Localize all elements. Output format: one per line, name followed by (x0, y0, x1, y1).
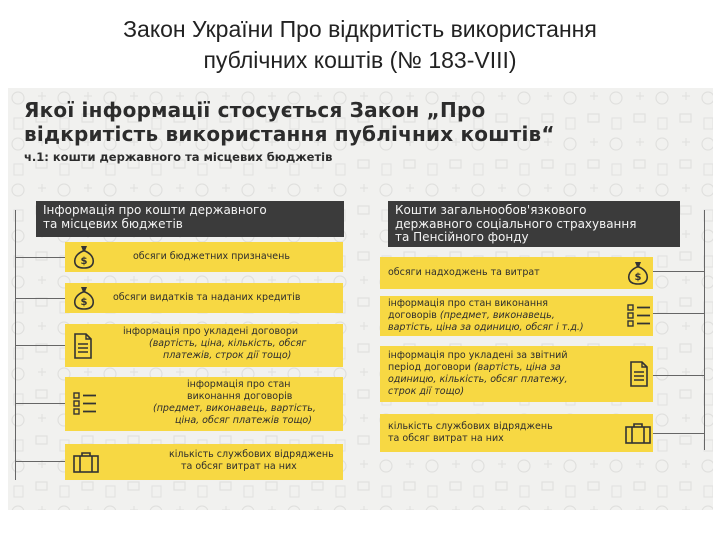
right-column-header (388, 201, 680, 247)
svg-text:$: $ (80, 297, 88, 308)
row-text (147, 379, 316, 427)
row-text-line: виконання договорів (187, 391, 293, 402)
row-text-line: вартість, ціна за одиницю, обсяг і т.д.) (388, 322, 584, 333)
left-item-contract-execution (65, 377, 343, 431)
row-text-line: кількість службових відряджень (169, 449, 334, 460)
row-text-line: інформація про укладені договори (123, 326, 299, 337)
left-column-header (36, 201, 344, 237)
row-text-line: (предмет, виконавець, вартість, (153, 403, 316, 414)
right-connector (653, 433, 704, 434)
checklist-icon (73, 391, 97, 417)
left-item-concluded-contracts (65, 324, 343, 367)
slide-title-line-2: публічних коштів (№ 183-VIII) (203, 47, 517, 73)
right-header-line-1: Кошти загальнообов'язкового (395, 203, 587, 217)
right-header-line-2: державного соціального страхування (395, 216, 637, 231)
money-bag-icon (73, 286, 95, 310)
left-connector (15, 461, 65, 462)
row-text-line: інформація про стан виконання (388, 298, 549, 309)
document-icon (629, 361, 649, 387)
right-item-revenues-expenses (380, 257, 653, 289)
left-item-expenditures-loans (65, 283, 343, 313)
row-text (388, 298, 584, 334)
row-text (113, 292, 300, 304)
left-item-business-trips (65, 444, 343, 480)
row-text-line: інформація про стан (187, 379, 291, 390)
slide-title-line-1: Закон України Про відкритість використання (123, 16, 597, 42)
row-text-line: одиницю, кількість, обсяг платежу, (388, 374, 568, 385)
right-item-business-trips (380, 414, 653, 452)
left-connector (15, 403, 65, 404)
right-spine (704, 210, 705, 450)
left-connector (15, 345, 65, 346)
briefcase-icon (73, 451, 99, 473)
slide-title (40, 14, 680, 76)
row-text (133, 251, 290, 263)
row-text (388, 421, 553, 445)
left-header-line-2: та місцевих бюджетів (43, 216, 183, 231)
right-connector (653, 271, 704, 272)
row-text-line: обсяги надходжень та витрат (388, 267, 540, 278)
left-item-budget-appropriations (65, 242, 343, 272)
row-text-line: (вартість, ціна за (473, 362, 561, 373)
row-text-line: договорів (388, 310, 437, 321)
row-text-line: кількість службових відряджень (388, 421, 553, 432)
heading-line-1: Якої інформації стосується Закон „Про (24, 98, 486, 122)
row-text-line: (предмет, виконавець, (439, 310, 555, 321)
money-bag-icon (73, 245, 95, 269)
right-item-contract-execution (380, 296, 653, 336)
left-header-line-1: Інформація про кошти державного (43, 203, 267, 217)
row-text-line: та обсяг витрат на них (181, 461, 297, 472)
infographic-subheading: ч.1: кошти державного та місцевих бюджетів (24, 150, 333, 164)
right-item-reporting-contracts (380, 346, 653, 402)
row-text-line: обсяги видатків та наданих кредитів (113, 292, 301, 303)
money-bag-icon (627, 261, 649, 285)
row-text (388, 267, 540, 279)
infographic-heading (24, 98, 555, 146)
briefcase-icon (625, 422, 651, 444)
svg-text:$: $ (80, 256, 88, 267)
row-text-line: період договори (388, 362, 471, 373)
row-text-line: обсяги бюджетних призначень (133, 251, 290, 262)
left-connector (15, 298, 65, 299)
document-icon (73, 333, 93, 359)
row-text-line: ціна, обсяг платежів тощо) (175, 415, 312, 426)
right-connector (653, 313, 704, 314)
infographic (8, 88, 713, 510)
row-text-line: строк дії тощо) (388, 386, 465, 397)
checklist-icon (627, 303, 651, 329)
right-connector (653, 375, 704, 376)
svg-text:$: $ (634, 272, 642, 283)
left-connector (15, 257, 65, 258)
row-text-line: (вартість, ціна, кількість, обсяг (149, 338, 307, 349)
row-text-line: платежів, строк дії тощо) (163, 350, 292, 361)
right-header-line-3: та Пенсійного фонду (395, 230, 529, 244)
row-text-line: та обсяг витрат на них (388, 433, 504, 444)
row-text (169, 449, 334, 473)
heading-line-2: відкритість використання публічних коштів“ (24, 122, 555, 146)
row-text (388, 350, 568, 398)
row-text-line: інформація про укладені за звітний (388, 350, 568, 361)
row-text (123, 326, 306, 362)
